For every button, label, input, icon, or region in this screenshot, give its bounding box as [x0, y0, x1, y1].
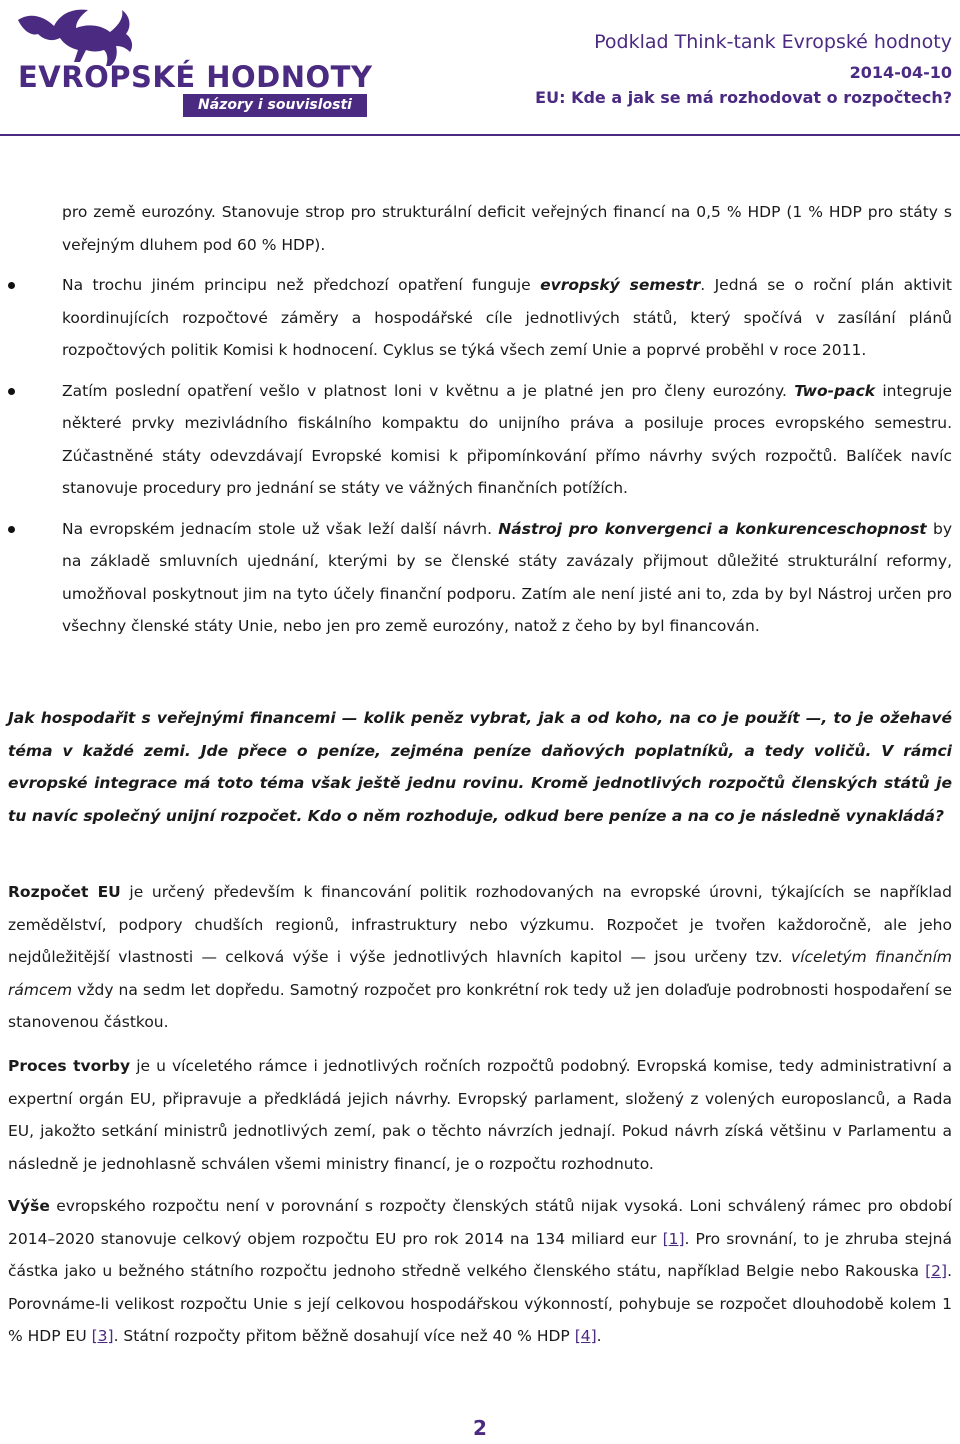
- paragraph-heading: Proces tvorby: [8, 1057, 131, 1075]
- bullet-icon: [8, 282, 15, 289]
- lead-paragraph-text: Jak hospodařit s veřejnými financemi — kolik peněz vybrat, jak a od koho, na co je použít —, to je ožehavé téma v každé zemi. Jde přece o peníze, zejména peníze daňových poplatníků, a tedy voličů. V rámci evropské integrace má toto téma však ještě jednu rovinu. Kromě jednotlivých rozpočtů členských států je tu navíc společný unijní rozpočet. Kdo o něm rozhoduje, odkud bere peníze a na co je následně vynakládá?: [8, 709, 952, 825]
- list-item-text: by na základě smluvních ujednání, kterými by se členské státy zavázaly přijmout důležité strukturální reformy, umožňoval poskytnout jim na tyto účely finanční podporu. Zatím ale není jisté ani to, zda by byl Nástroj určen pro všechny členské státy Unie, nebo jen pro země eurozóny, natož z čeho by byl financován.: [62, 519, 952, 635]
- list-item: [62, 375, 952, 505]
- paragraph-heading: Rozpočet EU: [8, 883, 121, 901]
- paragraph-text: . Porovnáme-li velikost rozpočtu Unie s její celkovou hospodářskou výkonností, pohybuje se rozpočet dlouhodobě kolem 1 % HDP EU: [8, 1262, 952, 1345]
- footnote-link-4[interactable]: [4]: [574, 1327, 597, 1345]
- page-number: 2: [473, 1416, 487, 1440]
- list-item-text: integruje některé prvky mezivládního fiskálního kompaktu do unijního práva a posiluje proces evropského semestru. Zúčastněné státy odevzdávají Evropské komisi k připomínkování přímo návrhy svých rozpočtů. Balíček navíc stanovuje procedury pro jednání se státy ve vážných finančních potížích.: [62, 381, 952, 497]
- logo-subtitle: Názory i souvislosti: [183, 94, 367, 117]
- list-item-text: Zatím poslední opatření vešlo v platnost loni v květnu a je platné jen pro členy eurozóny.: [62, 381, 795, 400]
- paragraph-text: vždy na sedm let dopředu. Samotný rozpočet pro konkrétní rok tedy už jen dolaďuje podrobnosti hospodaření se stanovenou částkou.: [8, 980, 952, 1031]
- list-item: [62, 513, 952, 643]
- paragraph-amount: [8, 1190, 952, 1353]
- lead-paragraph: [8, 702, 952, 832]
- list-item-emphasis: Two-pack: [794, 381, 876, 400]
- continued-text: pro země eurozóny. Stanovuje strop pro strukturální deficit veřejných financí na 0,5 % HDP (1 % HDP pro státy s veřejným dluhem pod 60 % HDP).: [62, 203, 952, 254]
- paragraph-text: . Pro srovnání, to je zhruba stejná částka jako u bežného státního rozpočtu jednoho středně velkého členského státu, například Belgie nebo Rakouska: [8, 1229, 953, 1280]
- page-header: [0, 0, 960, 136]
- pegasus-logo-icon: [10, 6, 140, 68]
- paragraph-text: je u víceletého rámce i jednotlivých ročních rozpočtů podobný. Evropská komise, tedy administrativní a expertní orgán EU, připravuje a předkládá jejich návrhy. Evropský parlament, složený z volených europoslanců, a Rada EU, jakožto setkání ministrů jednotlivých zemí, pak o těchto návrzích jednají. Pokud návrh získá většinu v Parlamentu a následně je jednohlasně schválen všemi ministry financí, je o rozpočtu rozhodnuto.: [8, 1057, 952, 1173]
- list-item-text: . Jedná se o roční plán aktivit koordinujících rozpočtové záměry a hospodářské cíle jednotlivých států, který spočívá v zasílání plánů rozpočtových politik Komisi k hodnocení. Cyklus se týká všech zemí Unie a poprvé proběhl v roce 2011.: [62, 276, 952, 359]
- paragraph-text: evropského rozpočtu není v porovnání s rozpočty členských států nijak vysoká. Loni schválený rámec pro období 2014–2020 stanovuje celkový objem rozpočtu EU pro rok 2014 na 134 miliard eur: [8, 1197, 952, 1248]
- bullet-list: [62, 196, 952, 643]
- document-topic: EU: Kde a jak se má rozhodovat o rozpočtech?: [535, 88, 952, 107]
- bullet-icon: [8, 526, 15, 533]
- paragraph-heading: Výše: [8, 1197, 50, 1215]
- list-item-emphasis: Nástroj pro konvergenci a konkurenceschopnost: [498, 519, 927, 538]
- document-type: Podklad Think-tank Evropské hodnoty: [594, 31, 952, 53]
- document-date: 2014-04-10: [849, 63, 952, 82]
- paragraph-text: .: [596, 1327, 602, 1345]
- header-meta: [535, 30, 952, 108]
- list-item: [62, 269, 952, 367]
- paragraph-process: [8, 1050, 952, 1180]
- bullet-icon: [8, 388, 15, 395]
- paragraph-eu-budget: [8, 876, 952, 1039]
- footnote-link-2[interactable]: [2]: [925, 1262, 948, 1280]
- list-item-text: Na trochu jiném principu než předchozí opatření funguje: [62, 276, 541, 294]
- list-item-emphasis: evropský semestr: [540, 276, 701, 294]
- list-item-text: Na evropském jednacím stole už však leží další návrh.: [62, 519, 499, 538]
- footnote-link-3[interactable]: [3]: [91, 1327, 114, 1345]
- paragraph-emphasis: víceletým finančním rámcem: [8, 948, 952, 999]
- logo-title: EVROPSKÉ HODNOTY: [18, 60, 373, 94]
- header-divider: [0, 134, 960, 136]
- paragraph-text: . Státní rozpočty přitom běžně dosahují více než 40 % HDP: [113, 1327, 575, 1345]
- paragraph-text: je určený především k financování politik rozhodovaných na evropské úrovni, týkajících se například zemědělství, podpory chudších regionů, infrastruktury nebo výzkumu. Rozpočet je tvořen každoročně, ale jeho nejdůležitější vlastnosti — celková výše i výše jednotlivých hlavních kapitol — jsou určeny tzv.: [8, 883, 953, 966]
- footnote-link-1[interactable]: [1]: [662, 1229, 685, 1248]
